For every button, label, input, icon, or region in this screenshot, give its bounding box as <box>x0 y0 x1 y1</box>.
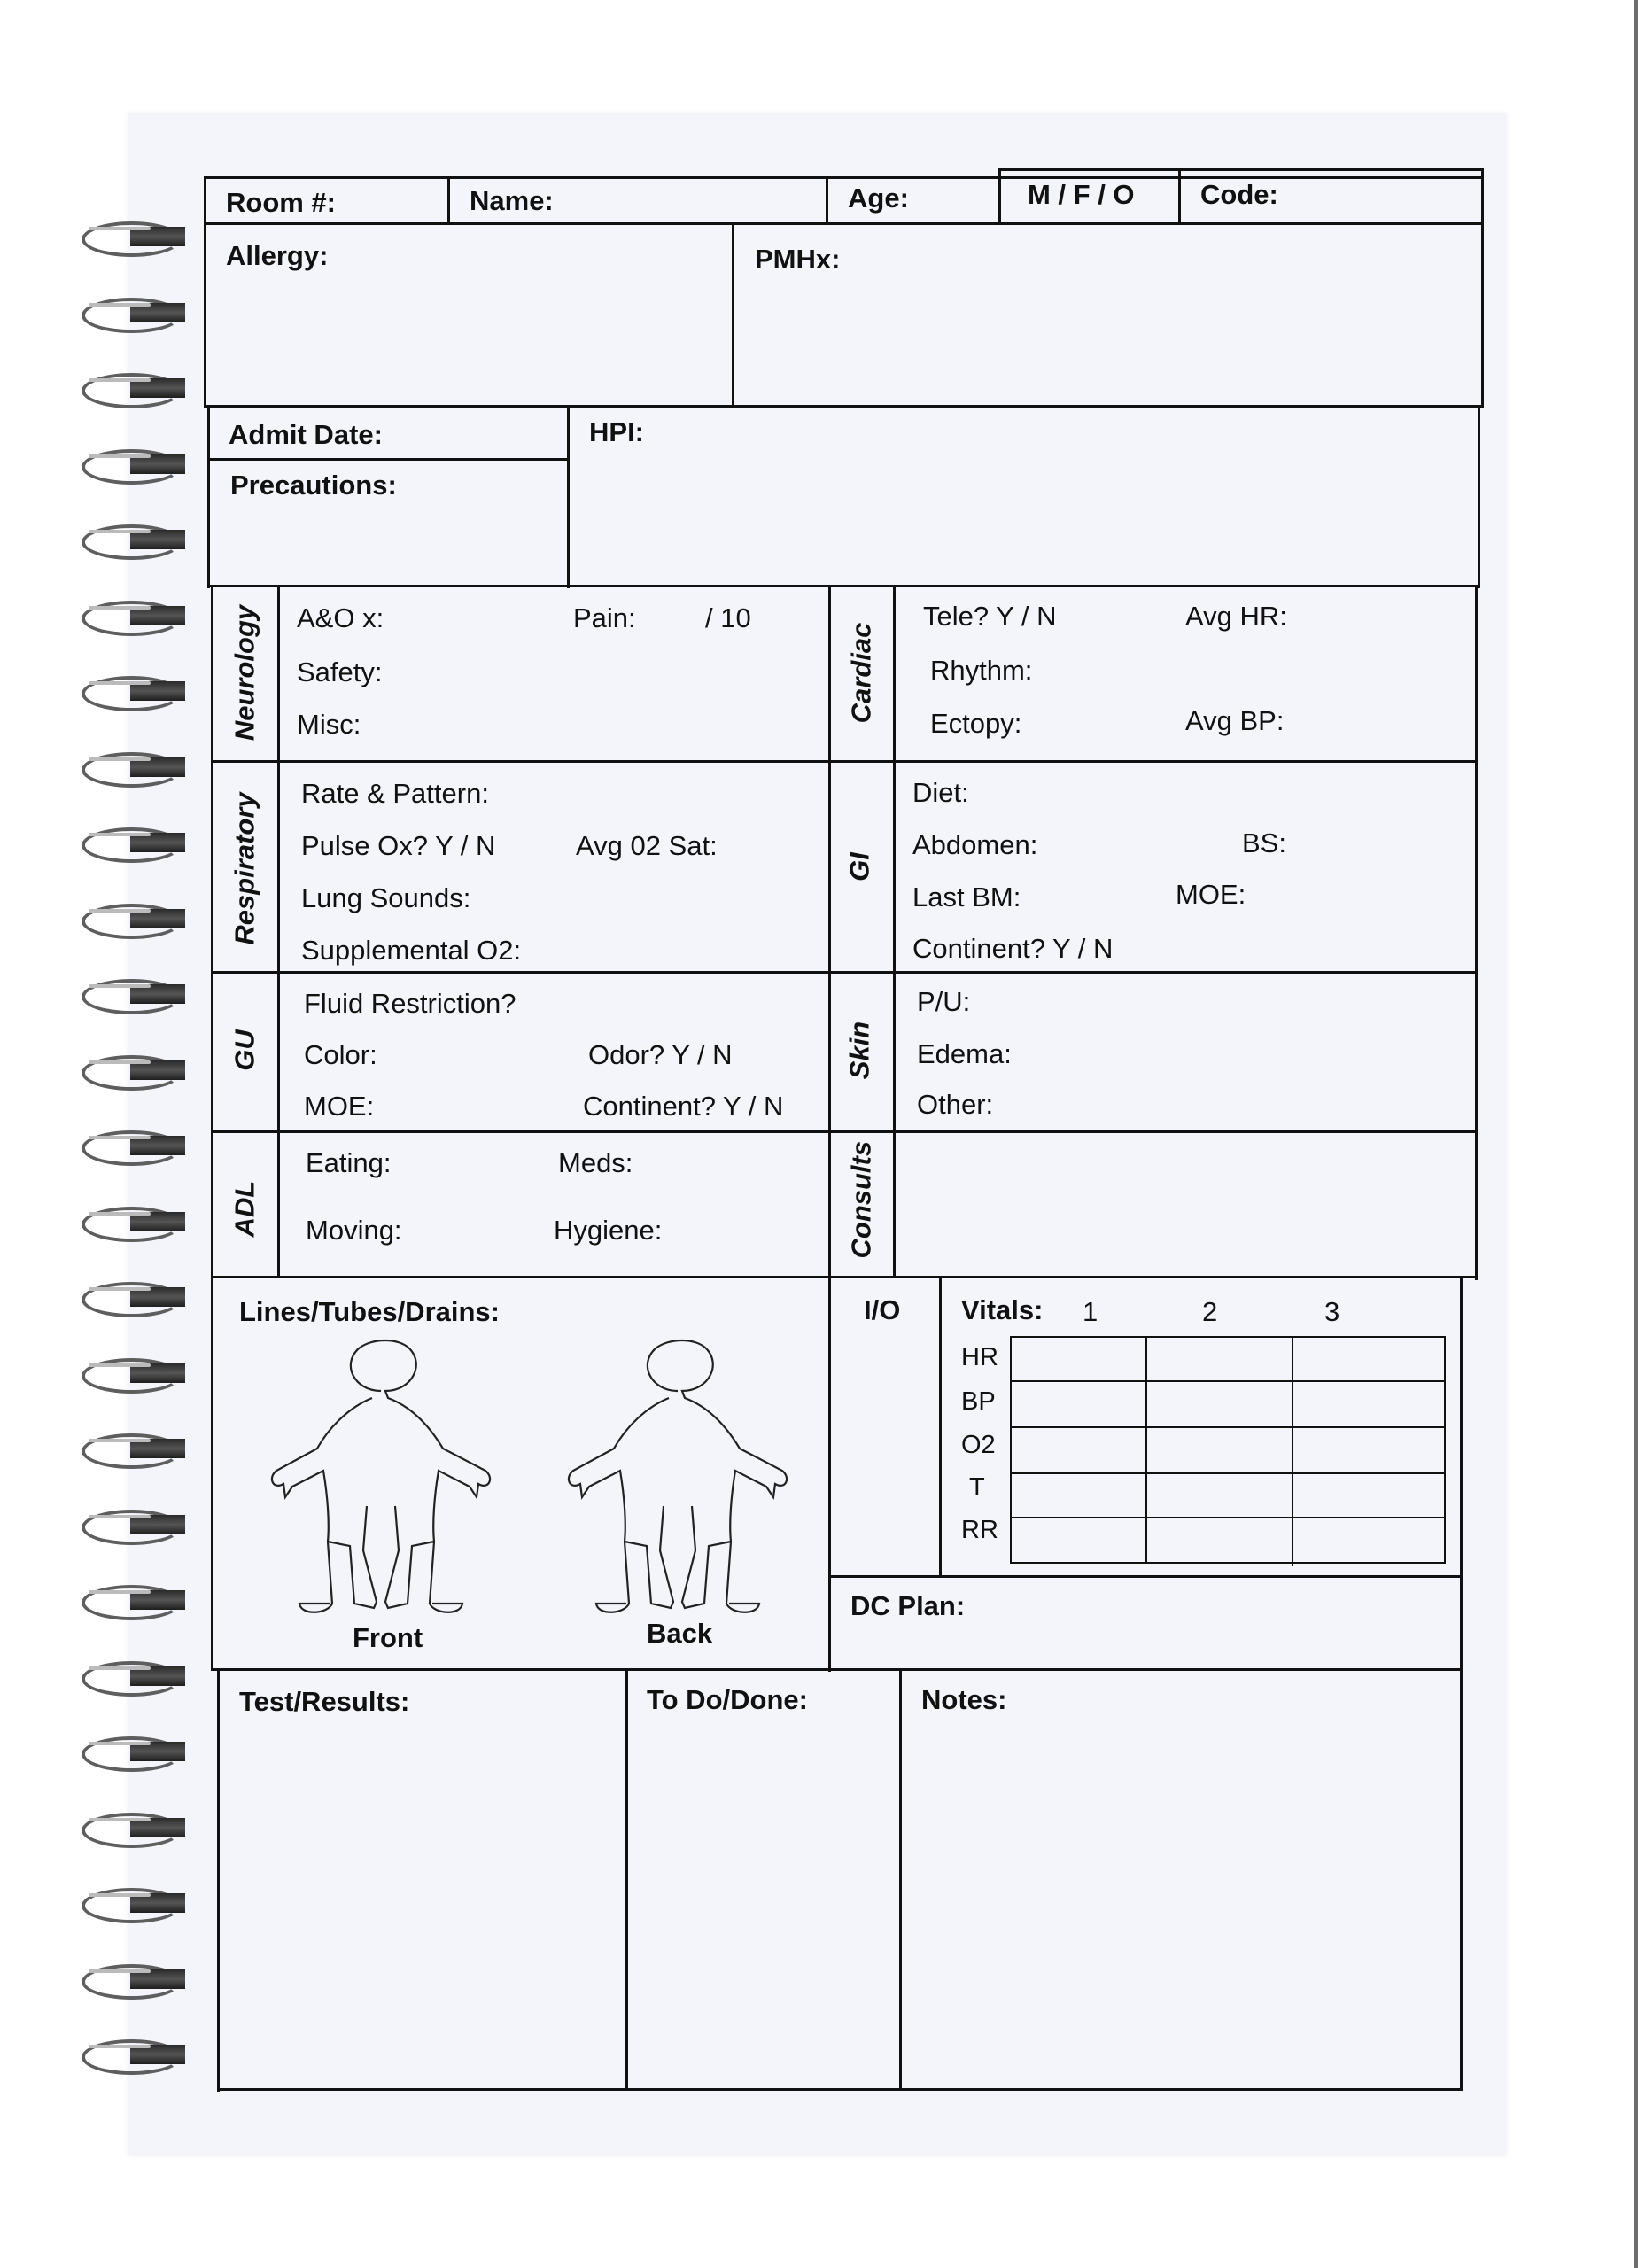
vitals-col-2: 2 <box>1202 1296 1218 1327</box>
diet-label: Diet: <box>912 777 969 808</box>
abdomen-label: Abdomen: <box>912 829 1038 860</box>
vitals-row-t: T <box>969 1473 985 1502</box>
hpi-label: HPI: <box>589 416 644 447</box>
gu-title: GU <box>229 1029 260 1071</box>
sex-label: M / F / O <box>1028 179 1135 210</box>
safety-label: Safety: <box>297 656 383 687</box>
pulse-ox-label: Pulse Ox? Y / N <box>301 830 496 861</box>
gu-continent-label: Continent? Y / N <box>583 1091 784 1122</box>
cardiac-title: Cardiac <box>845 622 877 724</box>
vitals-row-o2: O2 <box>961 1431 996 1459</box>
vitals-grid <box>1010 1336 1446 1564</box>
adl-title: ADL <box>229 1180 260 1238</box>
gu-moe-label: MOE: <box>304 1091 375 1122</box>
misc-label: Misc: <box>297 709 361 740</box>
avg-bp-label: Avg BP: <box>1185 705 1285 736</box>
gi-continent-label: Continent? Y / N <box>912 933 1114 964</box>
front-label: Front <box>353 1622 423 1653</box>
vitals-row-rr: RR <box>961 1516 998 1544</box>
vitals-row-hr: HR <box>961 1343 998 1371</box>
tele-label: Tele? Y / N <box>923 601 1057 632</box>
other-label: Other: <box>917 1089 994 1120</box>
ectopy-label: Ectopy: <box>930 708 1022 739</box>
code-label: Code: <box>1200 179 1278 210</box>
todo-label: To Do/Done: <box>647 1684 808 1715</box>
age-label: Age: <box>848 183 909 214</box>
notes-label: Notes: <box>921 1684 1007 1715</box>
pain-label: Pain: <box>573 602 636 633</box>
front-body-icon <box>272 1340 490 1612</box>
bs-label: BS: <box>1242 827 1286 858</box>
vitals-row-bp: BP <box>961 1387 996 1416</box>
skin-title: Skin <box>843 1021 875 1080</box>
avg-hr-label: Avg HR: <box>1185 601 1287 632</box>
precautions-label: Precautions: <box>230 470 397 501</box>
gi-moe-label: MOE: <box>1176 879 1246 910</box>
supplemental-o2-label: Supplemental O2: <box>301 935 522 966</box>
back-body-icon <box>569 1340 787 1612</box>
allergy-label: Allergy: <box>226 240 329 271</box>
respiratory-title: Respiratory <box>229 792 260 945</box>
pmhx-label: PMHx: <box>755 244 841 275</box>
meds-label: Meds: <box>558 1147 633 1178</box>
vitals-col-3: 3 <box>1324 1296 1340 1327</box>
gi-title: GI <box>843 852 875 882</box>
back-label: Back <box>647 1618 713 1649</box>
consults-title: Consults <box>845 1140 877 1259</box>
hygiene-label: Hygiene: <box>554 1215 663 1246</box>
vitals-title: Vitals: <box>961 1294 1044 1325</box>
edema-label: Edema: <box>917 1038 1012 1069</box>
odor-label: Odor? Y / N <box>588 1039 733 1070</box>
eating-label: Eating: <box>306 1147 392 1178</box>
body-diagram <box>257 1338 806 1630</box>
moving-label: Moving: <box>306 1215 402 1246</box>
color-label: Color: <box>304 1039 377 1070</box>
admit-date-label: Admit Date: <box>229 419 383 450</box>
pu-label: P/U: <box>917 986 971 1017</box>
io-title: I/O <box>864 1294 901 1325</box>
pain-scale: / 10 <box>705 602 751 633</box>
fluid-restriction-label: Fluid Restriction? <box>304 988 516 1019</box>
name-label: Name: <box>470 185 554 216</box>
neurology-title: Neurology <box>229 604 260 742</box>
rhythm-label: Rhythm: <box>930 655 1033 686</box>
room-label: Room #: <box>226 187 336 218</box>
avg-o2-label: Avg 02 Sat: <box>576 830 718 861</box>
lung-sounds-label: Lung Sounds: <box>301 882 471 913</box>
rate-label: Rate & Pattern: <box>301 778 489 809</box>
test-results-label: Test/Results: <box>239 1686 410 1717</box>
lines-title: Lines/Tubes/Drains: <box>239 1296 500 1327</box>
dc-plan-label: DC Plan: <box>850 1590 966 1621</box>
last-bm-label: Last BM: <box>912 882 1021 913</box>
vitals-col-1: 1 <box>1083 1296 1098 1327</box>
ao-label: A&O x: <box>297 602 384 633</box>
